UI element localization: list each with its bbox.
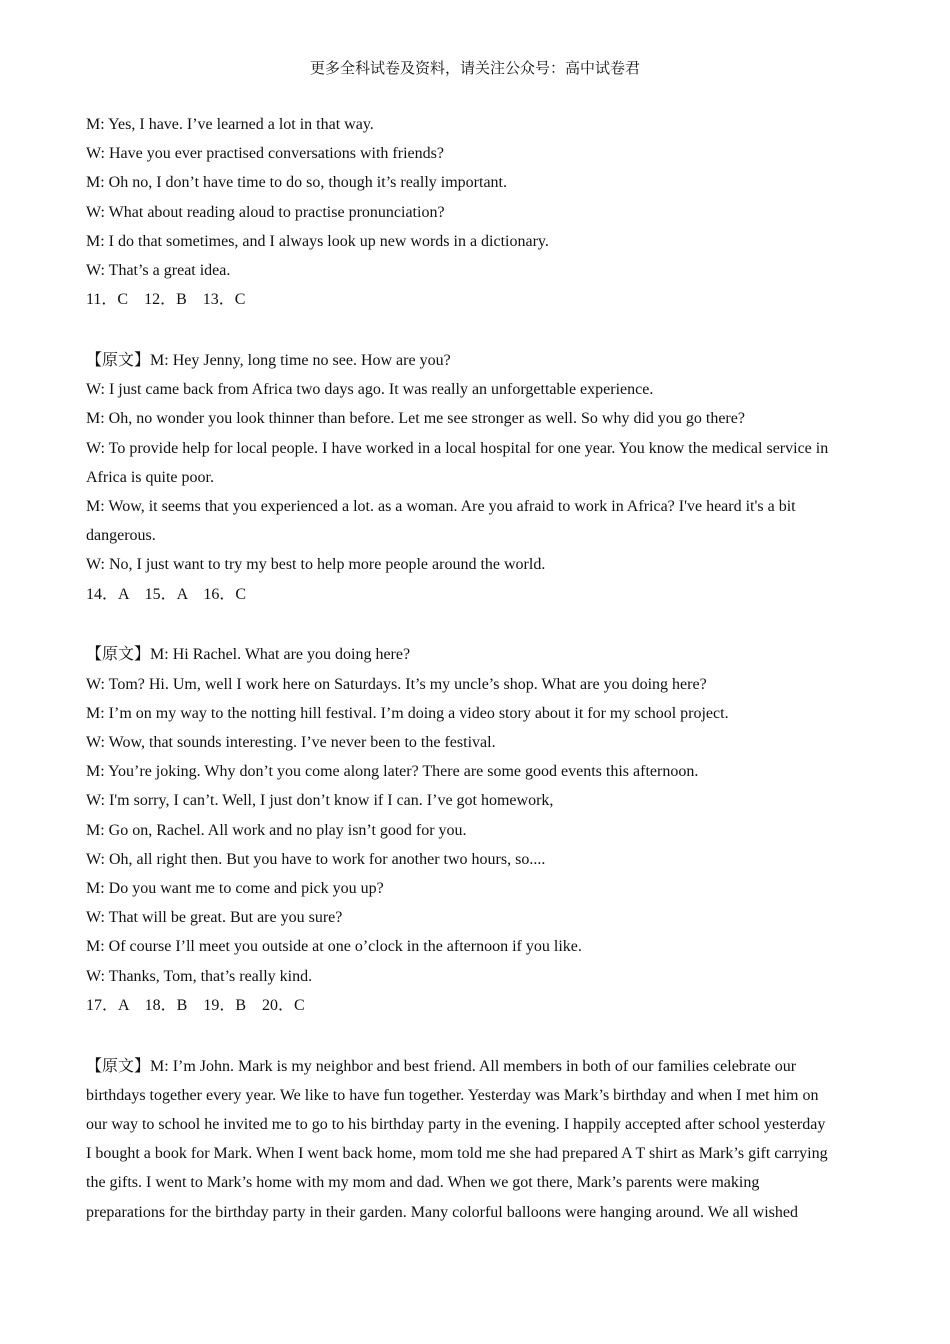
dialogue-line: W: To provide help for local people. I have worked in a local hospital for one year. You know the medical service in Africa is quite poor. (86, 439, 829, 486)
answer-key: 14．A 15．A 16．C (86, 585, 247, 603)
dialogue-line: W: Thanks, Tom, that’s really kind. (86, 967, 313, 985)
dialogue-line: M: Oh no, I don’t have time to do so, though it’s really important. (86, 174, 507, 192)
dialogue-line: W: Oh, all right then. But you have to work for another two hours, so.... (86, 850, 546, 868)
dialogue-line: W: That’s a great idea. (86, 262, 231, 280)
passage-line: I bought a book for Mark. When I went back home, mom told me she had prepared A T shirt as Mark’s gift carrying (86, 1145, 828, 1163)
dialogue-line: M: Go on, Rachel. All work and no play isn’t good for you. (86, 821, 467, 839)
transcript-tag: 【原文】 (86, 644, 151, 664)
dialogue-line: M: Oh, no wonder you look thinner than before. Let me see stronger as well. So why did you go there? (86, 410, 745, 428)
section-gap (86, 609, 866, 640)
passage-line: M: I’m John. Mark is my neighbor and best friend. All members in both of our families celebrate our (150, 1057, 797, 1075)
transcript-start (86, 639, 866, 669)
document-body (86, 110, 866, 1227)
dialogue-line: W: That will be great. But are you sure? (86, 909, 343, 927)
section-gap (86, 1020, 866, 1051)
transcript-tag: 【原文】 (86, 350, 151, 370)
page-header-notice: 更多全科试卷及资料，请关注公众号：高中试卷君 (309, 59, 640, 77)
dialogue-line: M: Wow, it seems that you experienced a lot. as a woman. Are you afraid to work in Africa? I've heard it's a bit dangerous. (86, 498, 796, 545)
passage-line: our way to school he invited me to go to his birthday party in the evening. I happily accepted after school yesterday (86, 1116, 826, 1134)
dialogue-line: W: What about reading aloud to practise pronunciation? (86, 203, 445, 221)
dialogue-line: W: Have you ever practised conversations with friends? (86, 145, 444, 163)
dialogue-line: M: You’re joking. Why don’t you come along later? There are some good events this afternoon. (86, 763, 699, 781)
transcript-start (86, 345, 866, 375)
dialogue-line: M: Yes, I have. I’ve learned a lot in that way. (86, 116, 374, 133)
answer-key: 17．A 18．B 19．B 20．C (86, 996, 305, 1014)
passage-line: birthdays together every year. We like to have fun together. Yesterday was Mark’s birthday and when I met him on (86, 1086, 819, 1104)
passage-line: the gifts. I went to Mark’s home with my mom and dad. When we got there, Mark’s parents were making (86, 1174, 760, 1192)
dialogue-line: W: Tom? Hi. Um, well I work here on Saturdays. It’s my uncle’s shop. What are you doing here? (86, 675, 707, 693)
dialogue-line: M: I do that sometimes, and I always look up new words in a dictionary. (86, 232, 549, 250)
dialogue-line: M: I’m on my way to the notting hill festival. I’m doing a video story about it for my school project. (86, 704, 729, 722)
dialogue-line: W: I'm sorry, I can’t. Well, I just don’t know if I can. I’ve got homework, (86, 792, 554, 810)
section-gap (86, 314, 866, 345)
transcript-start (86, 1051, 866, 1081)
passage-line: preparations for the birthday party in their garden. Many colorful balloons were hanging around. We all wished (86, 1203, 798, 1221)
dialogue-line: M: Of course I’ll meet you outside at one o’clock in the afternoon if you like. (86, 938, 582, 956)
answer-key: 11．C 12．B 13．C (86, 291, 246, 309)
dialogue-line: M: Hey Jenny, long time no see. How are you? (150, 352, 451, 370)
dialogue-line: M: Hi Rachel. What are you doing here? (150, 646, 411, 664)
dialogue-line: W: Wow, that sounds interesting. I’ve never been to the festival. (86, 734, 496, 752)
dialogue-line: W: No, I just want to try my best to help more people around the world. (86, 556, 546, 574)
dialogue-line: M: Do you want me to come and pick you up? (86, 880, 384, 898)
transcript-tag: 【原文】 (86, 1055, 151, 1075)
dialogue-line: W: I just came back from Africa two days ago. It was really an unforgettable experience. (86, 381, 654, 399)
